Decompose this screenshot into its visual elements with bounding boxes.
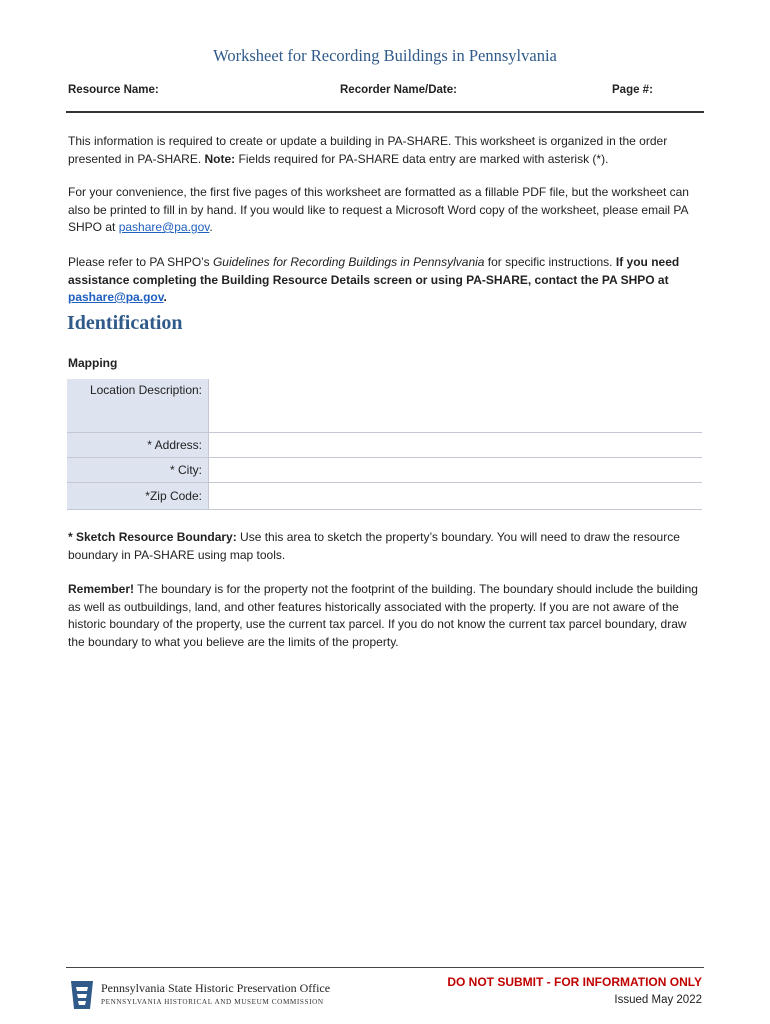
email-link-2[interactable]: pashare@pa.gov xyxy=(68,290,164,304)
intro-paragraph-1 xyxy=(68,133,704,168)
remember-label: Remember! xyxy=(68,582,135,596)
sketch-area[interactable] xyxy=(66,660,704,960)
intro-paragraph-3 xyxy=(68,254,704,307)
form-row-location xyxy=(67,379,702,432)
address-label: * Address: xyxy=(67,432,209,457)
do-not-submit-notice: DO NOT SUBMIT - FOR INFORMATION ONLY xyxy=(447,975,702,989)
intro-p2-text: For your convenience, the first five pages of this worksheet are formatted as a fillable PDF file, but the worksheet can also be printed to fill in by hand. If you would like to request a Microsoft Word copy of the worksheet, please email PA SHPO at xyxy=(68,185,689,234)
header-divider xyxy=(66,111,704,113)
logo-text-commission: PENNSYLVANIA HISTORICAL AND MUSEUM COMMISSION xyxy=(101,998,324,1006)
address-field[interactable] xyxy=(209,432,703,457)
sketch-boundary-paragraph xyxy=(68,529,704,564)
intro-p3-mid: for specific instructions. xyxy=(484,255,616,269)
recorder-name-date-label: Recorder Name/Date: xyxy=(340,84,457,96)
remember-paragraph xyxy=(68,581,704,651)
mapping-subheading: Mapping xyxy=(68,356,118,370)
city-field[interactable] xyxy=(209,457,703,482)
page-number-label: Page #: xyxy=(612,84,653,96)
document-title: Worksheet for Recording Buildings in Pennsylvania xyxy=(213,46,557,65)
intro-note-text: Fields required for PA-SHARE data entry are marked with asterisk (*). xyxy=(235,151,609,166)
intro-p1-text: This information is required to create or update a building in PA-SHARE. This worksheet is organized in the order presented in PA-SHARE. xyxy=(68,134,668,166)
logo-text-office: Pennsylvania State Historic Preservation Office xyxy=(101,981,331,995)
sketch-boundary-label: * Sketch Resource Boundary: xyxy=(68,530,237,544)
form-row-zip xyxy=(67,482,702,509)
intro-p2-end: . xyxy=(209,220,213,234)
mapping-form-table xyxy=(67,379,702,510)
form-row-city xyxy=(67,457,702,482)
intro-note-label: Note: xyxy=(204,151,236,166)
intro-paragraph-2 xyxy=(68,184,704,237)
remember-text: The boundary is for the property not the footprint of the building. The boundary should include the building as well as outbuildings, land, and other features historically associated with the property. If you are not aware of the historic boundary of the property, use the current tax parcel. If you do not know the current tax parcel boundary, draw the boundary to what you believe are the limits of the property. xyxy=(68,582,698,649)
intro-p3-end: . xyxy=(163,290,167,304)
form-row-address xyxy=(67,432,702,457)
location-description-field[interactable] xyxy=(209,379,703,432)
footer-divider xyxy=(66,967,704,968)
shpo-logo xyxy=(68,977,331,1013)
sketch-boundary-text: Use this area to sketch the property’s boundary. You will need to draw the resource boundary in PA-SHARE using map tools. xyxy=(68,530,680,562)
zip-code-label: *Zip Code: xyxy=(67,482,209,509)
email-link-1[interactable]: pashare@pa.gov xyxy=(118,220,210,234)
intro-p3-pre: Please refer to PA SHPO’s xyxy=(68,255,213,269)
resource-name-label: Resource Name: xyxy=(68,84,159,96)
phmc-keystone-icon xyxy=(68,979,96,1011)
identification-heading: Identification xyxy=(67,312,183,334)
intro-p3-bold: If you need assistance completing the Building Resource Details screen or using PA-SHARE, contact the PA SHPO at xyxy=(68,255,680,287)
zip-code-field[interactable] xyxy=(209,482,703,509)
city-label: * City: xyxy=(67,457,209,482)
guidelines-title: Guidelines for Recording Buildings in Pennsylvania xyxy=(212,255,485,269)
location-description-label: Location Description: xyxy=(67,379,209,432)
issued-date: Issued May 2022 xyxy=(614,994,702,1006)
